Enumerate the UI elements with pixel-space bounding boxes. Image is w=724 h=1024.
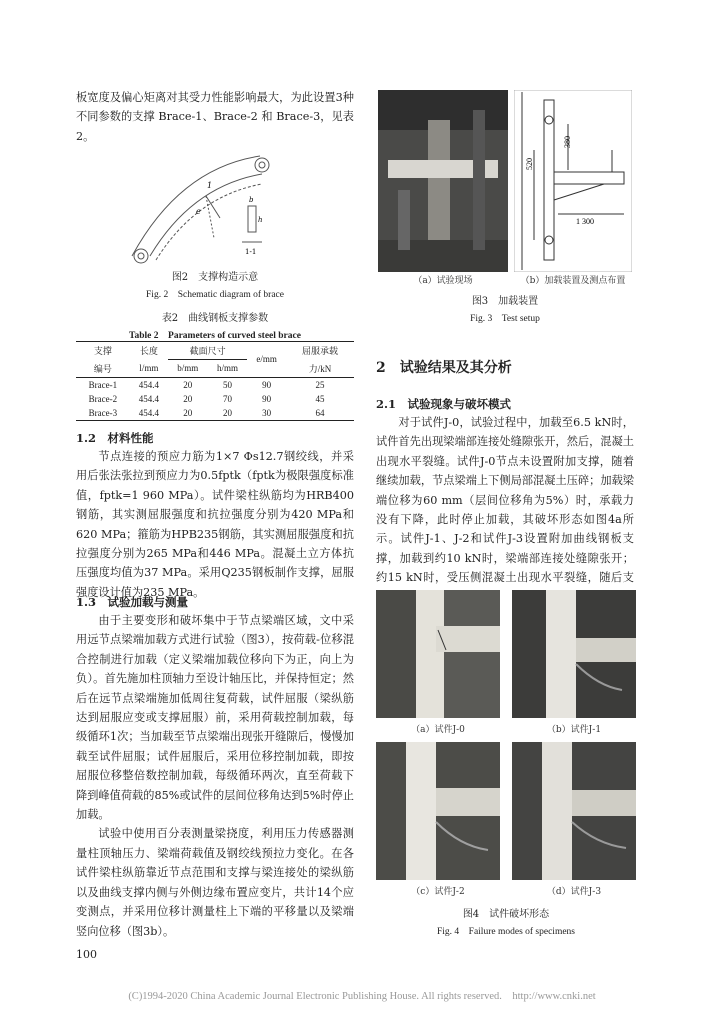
bolt-hole-top <box>255 158 269 172</box>
table2-caption: 表2 曲线钢板支撑参数 Table 2 Parameters of curved steel brace <box>129 313 301 341</box>
fig3b-label: （b）加载装置及测点布置 <box>520 276 626 286</box>
fig4b-specimen-j1-photo <box>512 590 636 718</box>
label-section: 1-1 <box>245 248 257 256</box>
col-e: e/mm <box>247 342 286 378</box>
fig4a-label: （a）试件J-0 <box>411 725 465 735</box>
section-1-3: 1.3 试验加载与测量 由于主要变形和破坏集中于节点梁端区域，文中采用远节点梁端加载方式进行试验（图3），按荷载-位移混合控制进行加载（定义梁端加载位移向下为正，向上为负）。首先施加柱顶轴力至设计轴压比，并保持恒定；然后在远节点梁端施加低周往复荷载，试件屈服（梁纵筋达到屈服应变或支撑屈服）前，采用荷载控制加载，每级循环1次；当加载至节点梁端出现张开缝隙后，慢慢加载至试件屈服；试件屈服后，采用位移控制加载，即按屈服位移整倍数控制加载，每级循环两次，直至荷载下降到峰值荷载的85%或试件的层间位移角达到5%时停止加载。 试验中使用百分表测量梁挠度，利用压力传感器测量柱顶轴压力、梁端荷载值及钢绞线预拉力变化。在各试件梁柱纵筋靠近节点范围和支撑与梁连接处的梁纵筋以及曲线支撑内侧与外侧边缘布置应变片，共计14个应变测点，并采用位移计测量柱上下端的平移量以及梁端竖向位移（图3b）。 <box>76 595 354 938</box>
section-heading: 2.1 试验现象与破坏模式 <box>376 397 512 411</box>
table-row: Brace-2 454.4 20 70 90 45 <box>88 393 325 404</box>
dim-1300: 1 300 <box>576 217 594 226</box>
fig3b-loading-setup-diagram <box>514 90 632 272</box>
fig4a-specimen-j0-photo <box>376 590 500 718</box>
table-row: Brace-3 454.4 20 20 30 64 <box>76 406 354 421</box>
fig4d-label: （d）试件J-3 <box>546 887 602 897</box>
brace-outer-arc <box>132 156 260 256</box>
brace-schematic-diagram <box>110 138 320 266</box>
section-heading: 1.3 试验加载与测量 <box>76 595 189 609</box>
fig3a-test-site-photo <box>378 90 508 272</box>
col-length: 长度 <box>130 342 168 360</box>
dim-380: 380 <box>563 136 572 148</box>
section-2-heading: 2 试验结果及其分析 <box>376 360 512 376</box>
fig4-caption: 图4 试件破坏形态 Fig. 4 Failure modes of specimens <box>437 909 575 937</box>
copyright-footer: (C)1994-2020 China Academic Journal Electronic Publishing House. All rights reserved. http://www.cnki.net <box>128 991 596 1002</box>
fig4c-label: （c）试件J-2 <box>411 887 465 897</box>
fig4c-specimen-j2-photo <box>376 742 500 880</box>
section-2-1: 2.1 试验现象与破坏模式 对于试件J-0，试验过程中，加载至6.5 kN时，试件首先出现梁端部连接处缝隙张开，然后，混凝土出现水平裂缝。试件J-0节点未设置附加支撑，随着继续加载，节点梁端上下侧局部混凝土压碎；加载梁端位移为60 mm（层间位移角为5%）时，承载力没有下降，此时停止加载，其破坏形态如图4a所示。试件J-1、J-2和试件J-3设置附加曲线钢板支撑，加载到约10 kN时，梁端部连接处缝隙张开；约15 kN时，受压侧混凝土出现水平裂缝，随后支 <box>376 397 634 585</box>
intro-paragraph: 板宽度及偏心矩离对其受力性能影响最大，为此设置3种不同参数的支撑 Brace-1、Brace-2 和 Brace-3，见表2。 <box>76 91 354 143</box>
fig4b-label: （b）试件J-1 <box>546 725 602 735</box>
label-one: 1 <box>207 181 213 190</box>
fig4d-specimen-j3-photo <box>512 742 636 880</box>
section-rect <box>248 206 256 232</box>
label-b: b <box>249 196 254 204</box>
fig2-caption: 图2 支撑构造示意 Fig. 2 Schematic diagram of brace <box>146 272 284 300</box>
col-section: 截面尺寸 <box>168 342 247 360</box>
table2: 支撑 长度 截面尺寸 e/mm 屈服承载 编号 l/mm b/mm h/mm 力/kN Brace-1 454.4 20 50 90 25 Brace-2 454.4 20 70 90 45 Brace-3 454.4 20 20 30 64 <box>76 341 354 421</box>
col-yield: 屈服承载 <box>286 342 354 360</box>
page-number: 100 <box>76 948 97 961</box>
table-row: Brace-1 454.4 20 50 90 25 <box>88 379 325 390</box>
section-1-2: 1.2 材料性能 节点连接的预应力筋为1×7 Φs12.7钢绞线，并采用后张法张拉到预应力为0.5fptk（fptk为极限强度标准值，fptk=1 960 MPa）。试件梁柱纵筋均为HRB400钢筋，其实测屈服强度和抗拉强度分别为420 MPa和620 MPa；箍筋为HPB235钢筋，其实测屈服强度和抗拉强度分别为265 MPa和446 MPa。混凝土立方体抗压强度均值为37 MPa。采用Q235钢板制作支撑，屈服强度设计值为235 MPa。 <box>76 431 354 599</box>
fig3-caption: 图3 加载装置 Fig. 3 Test setup <box>470 296 540 324</box>
label-e: e <box>196 207 201 216</box>
bolt-hole-bottom <box>134 249 148 263</box>
label-h: h <box>258 216 263 224</box>
brace-inner-arc <box>150 174 262 256</box>
fig3a-label: （a）试验现场 <box>413 276 473 286</box>
col-brace: 支撑 <box>76 342 130 360</box>
dim-520: 520 <box>525 158 534 170</box>
section-heading: 1.2 材料性能 <box>76 431 154 445</box>
